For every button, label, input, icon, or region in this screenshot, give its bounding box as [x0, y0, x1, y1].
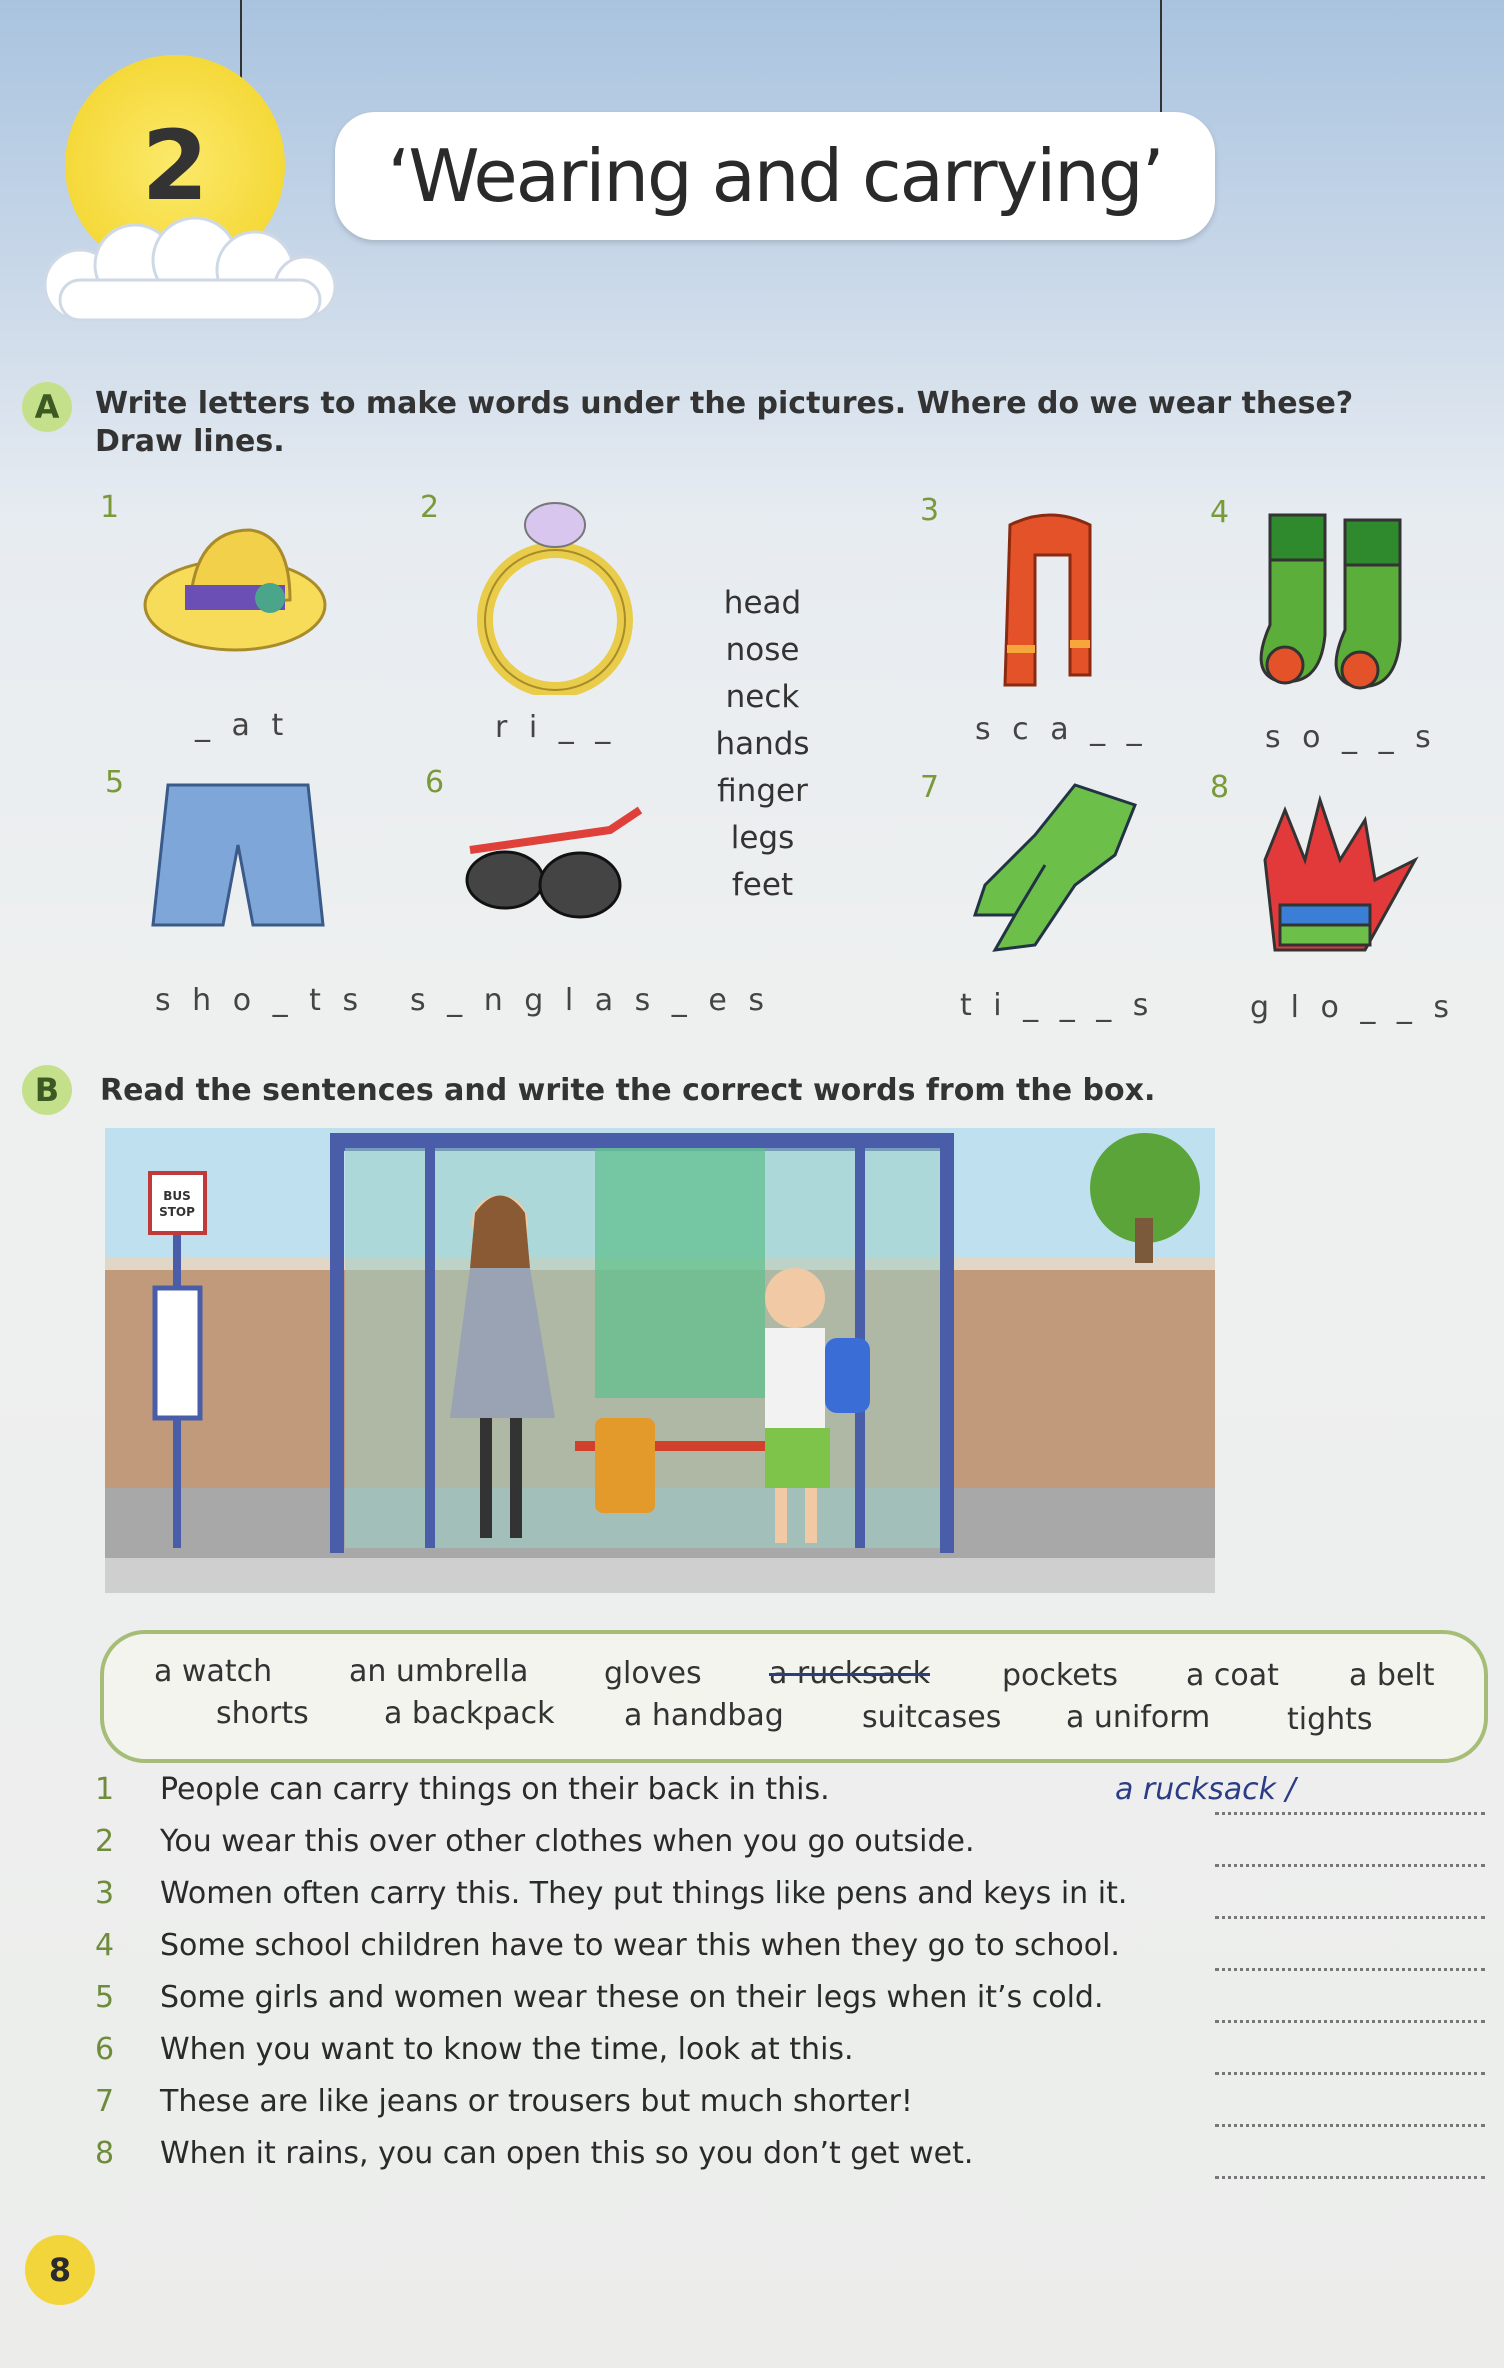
body-part[interactable]: head [723, 585, 802, 621]
hanging-string [1160, 0, 1162, 115]
answer-line[interactable] [1215, 1916, 1485, 1919]
sentence-text: Some girls and women wear these on their legs when it’s cold. [160, 1980, 1104, 2015]
sentence-row [95, 2032, 1495, 2084]
body-part[interactable]: legs [730, 820, 795, 856]
sentence-row [95, 1772, 1495, 1824]
sentence-text: These are like jeans or trousers but much shorter! [160, 2084, 913, 2119]
item-number: 4 [1210, 495, 1230, 530]
sentence-text: You wear this over other clothes when you go outside. [160, 1824, 975, 1859]
item-number: 5 [105, 765, 125, 800]
word-box-item: a watch [154, 1654, 273, 1689]
word-box-item: suitcases [862, 1700, 1002, 1735]
word-box-item: a handbag [624, 1698, 784, 1733]
gloves-icon [1245, 790, 1435, 970]
section-b-badge: B [22, 1065, 72, 1115]
body-parts-list [700, 580, 825, 909]
word-box [100, 1630, 1488, 1763]
sentence-number: 8 [95, 2136, 115, 2171]
sentence-row [95, 1876, 1495, 1928]
sentence-row [95, 2136, 1495, 2188]
sentence-number: 1 [95, 1772, 115, 1807]
hat-icon [140, 510, 330, 660]
unit-number: 2 [141, 110, 209, 222]
sentence-text: Some school children have to wear this when they go to school. [160, 1928, 1120, 1963]
sentence-row [95, 1824, 1495, 1876]
sentence-text: Women often carry this. They put things like pens and keys in it. [160, 1876, 1128, 1911]
page-number: 8 [25, 2235, 95, 2305]
answer-line[interactable] [1215, 1968, 1485, 1971]
sentence-number: 7 [95, 2084, 115, 2119]
word-box-item: shorts [216, 1696, 309, 1731]
word-box-item: a uniform [1066, 1700, 1211, 1735]
bus-stop-illustration [105, 1128, 1215, 1593]
tights-icon [955, 775, 1145, 965]
section-b-instruction: Read the sentences and write the correct words from the box. [100, 1073, 1156, 1108]
item-number: 2 [420, 490, 440, 525]
item-number: 6 [425, 765, 445, 800]
shorts-icon [148, 775, 328, 945]
answer-line[interactable] [1215, 2072, 1485, 2075]
sentence-row [95, 2084, 1495, 2136]
section-a-instruction: Write letters to make words under the pictures. Where do we wear these? Draw lines. [95, 386, 1354, 459]
answer-line[interactable] [1215, 2020, 1485, 2023]
answer-line[interactable] [1215, 1812, 1485, 1815]
item-number: 3 [920, 493, 940, 528]
ring-icon [470, 495, 640, 695]
word-blank[interactable]: s c a _ _ [975, 712, 1148, 747]
bus-stop-sign: BUS [163, 1189, 191, 1203]
sentence-row [95, 1928, 1495, 1980]
word-blank[interactable]: s _ n g l a s _ e s [410, 983, 770, 1018]
socks-icon [1250, 505, 1430, 695]
word-blank[interactable]: s h o _ t s [155, 983, 365, 1018]
word-blank[interactable]: _ a t [195, 708, 290, 743]
word-blank[interactable]: g l o _ _ s [1250, 990, 1456, 1025]
sentence-number: 2 [95, 1824, 115, 1859]
svg-text:STOP: STOP [159, 1205, 195, 1219]
sentence-number: 3 [95, 1876, 115, 1911]
word-blank[interactable]: t i _ _ _ s [960, 988, 1155, 1023]
body-part[interactable]: finger [717, 773, 808, 809]
item-number: 1 [100, 490, 120, 525]
word-box-item: a belt [1349, 1658, 1435, 1693]
handwritten-answer: a rucksack / [1115, 1772, 1296, 1807]
answer-line[interactable] [1215, 1864, 1485, 1867]
sunglasses-icon [460, 805, 650, 925]
scarf-icon [990, 505, 1110, 695]
sentence-text: When you want to know the time, look at this. [160, 2032, 854, 2067]
item-number: 8 [1210, 770, 1230, 805]
word-box-item: an umbrella [349, 1654, 529, 1689]
word-box-item: pockets [1002, 1658, 1119, 1693]
answer-line[interactable] [1215, 2176, 1485, 2179]
sentence-text: When it rains, you can open this so you don’t get wet. [160, 2136, 974, 2171]
sentence-number: 4 [95, 1928, 115, 1963]
word-blank[interactable]: s o _ _ s [1265, 720, 1437, 755]
sentence-text: People can carry things on their back in this. [160, 1772, 830, 1807]
section-a-badge: A [22, 382, 72, 432]
word-box-item: a coat [1186, 1658, 1279, 1693]
word-blank[interactable]: r i _ _ [495, 710, 617, 745]
sentence-number: 6 [95, 2032, 115, 2067]
answer-line[interactable] [1215, 2124, 1485, 2127]
body-part[interactable]: nose [725, 632, 800, 668]
body-part[interactable]: neck [725, 679, 800, 715]
body-part[interactable]: feet [731, 867, 794, 903]
item-number: 7 [920, 770, 940, 805]
word-box-item: gloves [604, 1656, 702, 1691]
word-box-item: tights [1287, 1702, 1373, 1737]
body-part[interactable]: hands [715, 726, 810, 762]
word-box-item: a backpack [384, 1696, 555, 1731]
word-box-item-crossed: a rucksack [769, 1656, 931, 1691]
page-title: ‘Wearing and carrying’ [335, 112, 1215, 240]
sentence-row [95, 1980, 1495, 2032]
sentence-number: 5 [95, 1980, 115, 2015]
cloud-icon [20, 215, 350, 325]
